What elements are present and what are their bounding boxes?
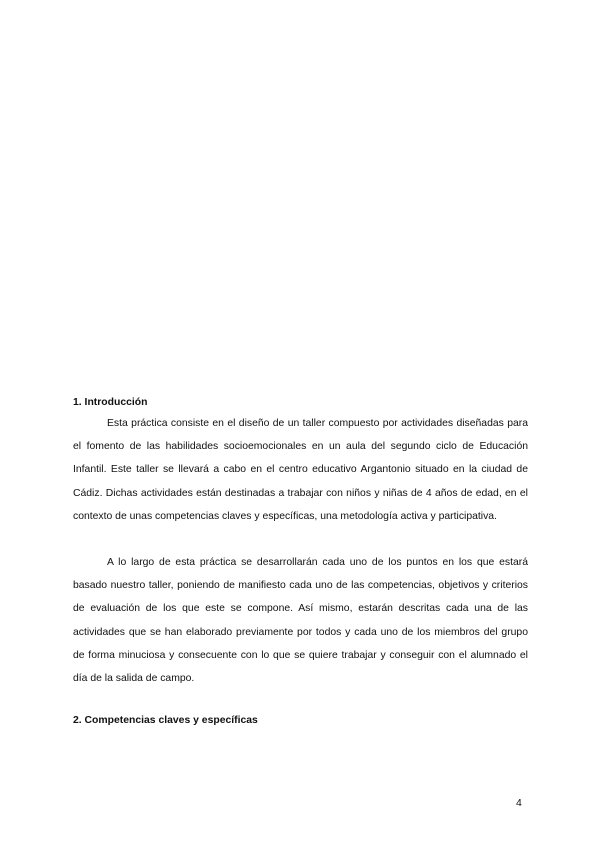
page-number: 4 [516, 798, 522, 809]
intro-paragraph-2: A lo largo de esta práctica se desarrollarán cada uno de los puntos en los que estará basado nuestro taller, poniendo de manifiesto cada uno de las competencias, objetivos y criterios de evaluación de los que este se compone. Así mismo, estarán descritas cada una de las actividades que se han elaborado previamente por todos y cada uno de los miembros del grupo de forma minuciosa y consecuente con lo que se quiere trabajar y conseguir con el alumnado el día de la salida de campo. [73, 557, 528, 685]
section-heading-competencias: 2. Competencias claves y específicas [73, 715, 258, 727]
section-heading-introduccion: 1. Introducción [73, 397, 148, 408]
intro-paragraph-1: Esta práctica consiste en el diseño de un taller compuesto por actividades diseñadas para el fomento de las habilidades socioemocionales en un aula del segundo ciclo de Educación Infantil. Este taller se llevará a cabo en el centro educativo Argantonio situado en la ciudad de Cádiz. Dichas actividades están destinadas a trabajar con niños y niñas de 4 años de edad, en el contexto de unas competencias claves y específicas, una metodología activa y participativa. [73, 418, 528, 522]
page-body [73, 396, 528, 728]
